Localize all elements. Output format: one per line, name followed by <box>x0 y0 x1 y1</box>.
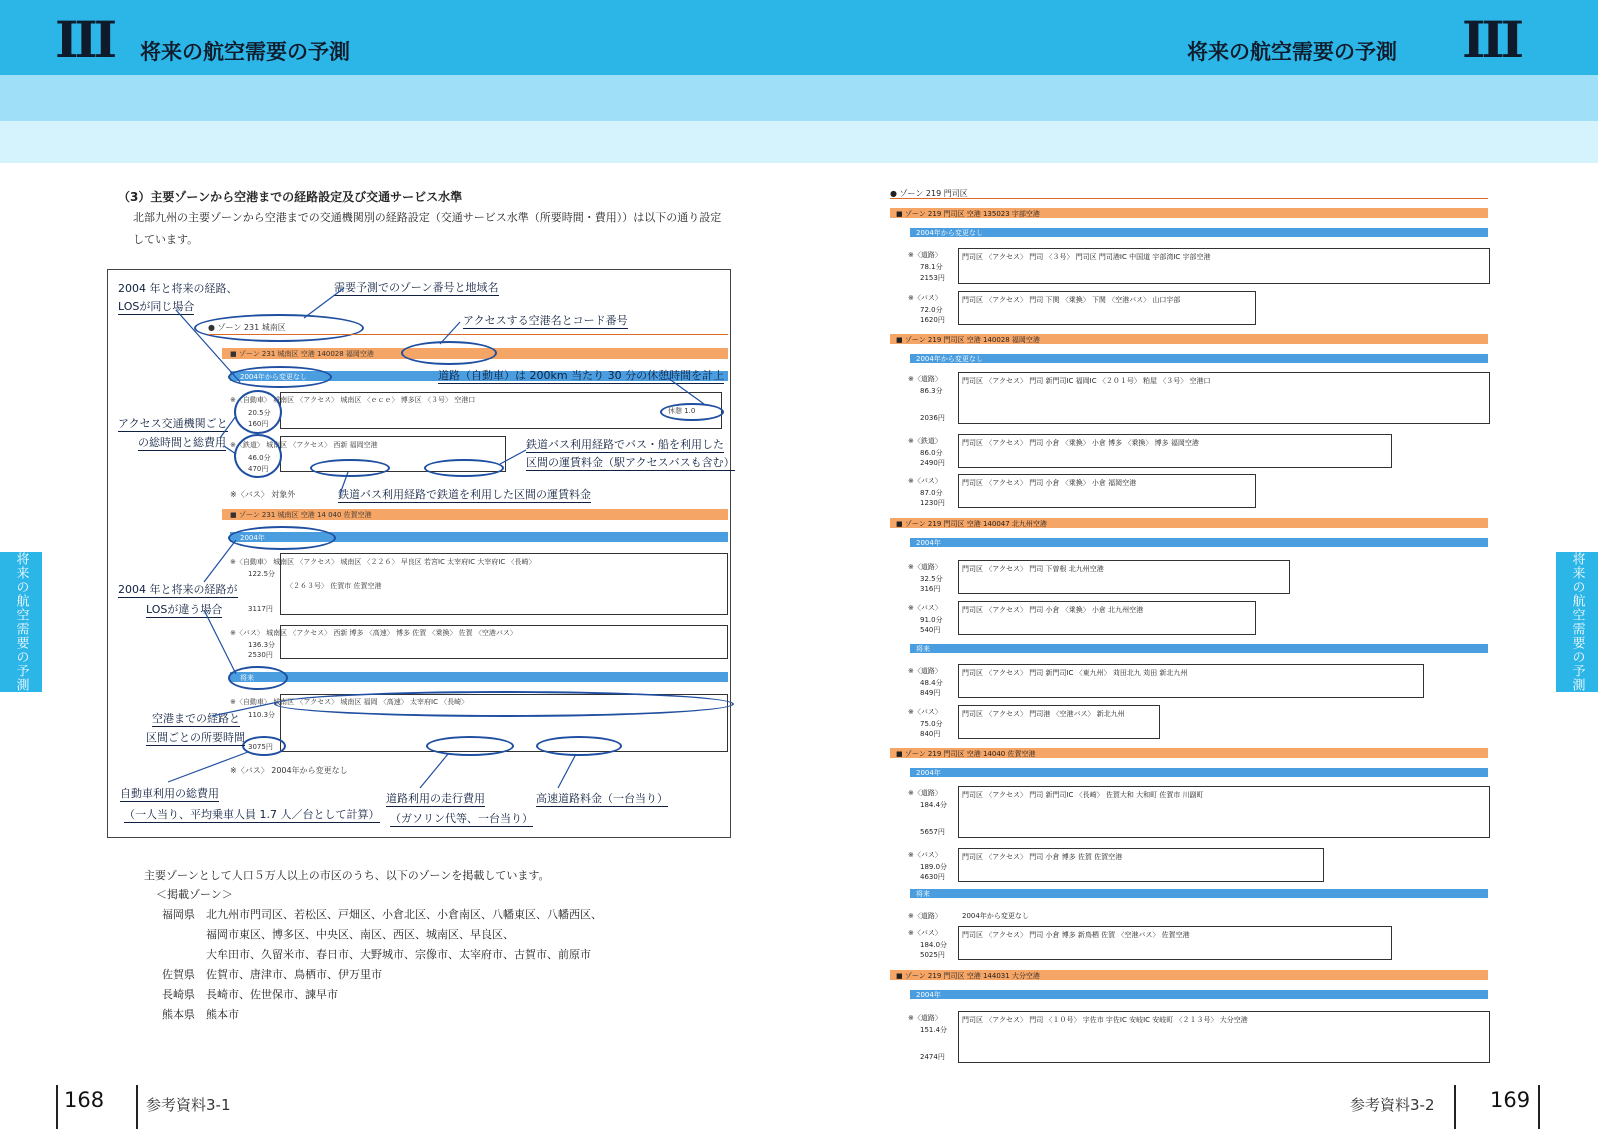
route-time: 32.5分 <box>920 575 943 583</box>
right-page-number: 169 <box>1490 1088 1531 1112</box>
annotation-road-rest: 道路（自動車）は 200km 当たり 30 分の休憩時間を計上 <box>438 369 725 382</box>
chapter-numeral-right: III <box>1462 10 1521 69</box>
route-path: 門司区 〈アクセス〉 門司 新門司IC 〈東九州〉 苅田北九 苅田 新北九州 <box>962 669 1188 677</box>
bus-cost-2: 2530円 <box>248 651 273 659</box>
route-mode: ※〈バス〉 <box>908 851 942 859</box>
zone-bar-text: ■ ゾーン 219 門司区 空港 14040 佐賀空港 <box>896 750 1036 758</box>
route-time: 189.0分 <box>920 863 948 871</box>
route-cost: 316円 <box>920 585 941 593</box>
route-time: 91.0分 <box>920 616 943 624</box>
chapter-title-right: 将来の航空需要の予測 <box>1187 40 1397 64</box>
annotation-total-time-2: の総時間と総費用 <box>138 436 226 449</box>
route-mode: ※〈道路〉 <box>908 912 942 920</box>
car-route-3: ※〈自動車〉 城南区 〈アクセス〉 城南区 福岡 〈高速〉 太宰府IC 〈長崎〉 <box>230 698 469 706</box>
car-time-1: 20.5分 <box>248 409 271 417</box>
header-subband-light <box>0 121 1598 163</box>
period-label: 将来 <box>916 645 930 653</box>
route-cost: 540円 <box>920 626 941 634</box>
route-time: 184.4分 <box>920 801 948 809</box>
zone-bar-text: ■ ゾーン 219 門司区 空港 140047 北九州空港 <box>896 520 1047 528</box>
route-cost: 2474円 <box>920 1053 945 1061</box>
route-mode: ※〈道路〉 <box>908 375 942 383</box>
route-time: 86.3分 <box>920 387 943 395</box>
annotation-rail-bus-2: 区間の運賃料金（駅アクセスバスも含む） <box>526 456 735 469</box>
route-cost: 849円 <box>920 689 941 697</box>
route-cost: 4630円 <box>920 873 945 881</box>
car-cost-1: 160円 <box>248 420 269 428</box>
intro-line-1: 北部九州の主要ゾーンから空港までの交通機関別の経路設定（交通サービス水準（所要時間・費用））は以下の通り設定 <box>133 211 722 224</box>
label-future: 将来 <box>240 674 254 682</box>
annotation-same-los-2: LOSが同じ場合 <box>118 300 195 313</box>
route-time: 86.0分 <box>920 449 943 457</box>
route-path: 門司区 〈アクセス〉 門司 新門司IC 〈長崎〉 佐賀大和 大和町 佐賀市 川副町 <box>962 791 1204 799</box>
route-mode: ※〈鉄道〉 <box>908 437 942 445</box>
annotation-rail-bus-1: 鉄道バス利用経路でバス・船を利用した <box>526 438 724 451</box>
footer-rule <box>1538 1085 1540 1129</box>
route-mode: ※〈道路〉 <box>908 1014 942 1022</box>
route-time: 87.0分 <box>920 489 943 497</box>
top-zone: ● ゾーン 219 門司区 <box>890 189 968 198</box>
pref-name: 福岡県 <box>162 908 195 921</box>
period-bar <box>910 990 1488 999</box>
period-label: 将来 <box>916 890 930 898</box>
label-no-change: 2004年から変更なし <box>240 373 307 381</box>
rail-route-1: ※〈鉄道〉 城南区 〈アクセス〉 西新 福岡空港 <box>230 441 378 449</box>
route-mode: ※〈道路〉 <box>908 563 942 571</box>
car-route-2-sub: 〈２６３号〉 佐賀市 佐賀空港 <box>286 582 382 590</box>
route-time: 48.4分 <box>920 679 943 687</box>
right-reference: 参考資料3-2 <box>1350 1096 1435 1114</box>
route-path: 門司区 〈アクセス〉 門司 〈３号〉 門司区 門司港IC 中国道 宇部湾IC 宇部空港 <box>962 253 1211 261</box>
zone-bar-text: ■ ゾーン 219 門司区 空港 135023 宇部空港 <box>896 210 1040 218</box>
pref-zones: 熊本市 <box>206 1008 239 1021</box>
route-time: 72.0分 <box>920 306 943 314</box>
top-zone-rule <box>890 198 1488 199</box>
car-cost-3: 3075円 <box>248 743 273 751</box>
header-subband <box>0 75 1598 121</box>
route-mode: ※〈バス〉 <box>908 477 942 485</box>
route-note: 2004年から変更なし <box>962 912 1029 920</box>
route-cost: 2036円 <box>920 414 945 422</box>
period-label: 2004年 <box>916 769 941 777</box>
car-cost-2: 3117円 <box>248 605 273 613</box>
annotation-zone-number: 需要予測でのゾーン番号と地域名 <box>334 281 499 294</box>
route-path: 門司区 〈アクセス〉 門司 小倉 博多 新鳥栖 佐賀 〈空港バス〉 佐賀空港 <box>962 931 1190 939</box>
annotation-diff-los-1: 2004 年と将来の経路が <box>118 583 238 596</box>
pref-name: 熊本県 <box>162 1008 195 1021</box>
annotation-arrows <box>108 270 730 837</box>
footer-rule <box>136 1085 138 1129</box>
route-path: 門司区 〈アクセス〉 門司 小倉 博多 佐賀 佐賀空港 <box>962 853 1123 861</box>
route-mode: ※〈道路〉 <box>908 667 942 675</box>
route-mode: ※〈道路〉 <box>908 251 942 259</box>
route-mode: ※〈バス〉 <box>908 294 942 302</box>
pref-name: 長崎県 <box>162 988 195 1001</box>
zone-bar-text: ■ ゾーン 219 門司区 空港 144031 大分空港 <box>896 972 1040 980</box>
footer-rule <box>56 1085 58 1129</box>
car-time-2: 122.5分 <box>248 570 276 578</box>
left-page-number: 168 <box>64 1088 105 1112</box>
bus-route-3: ※〈バス〉 2004年から変更なし <box>230 766 348 775</box>
pref-zones: 佐賀市、唐津市、鳥栖市、伊万里市 <box>206 968 382 981</box>
zone-bar-fukuoka-text: ■ ゾーン 231 城南区 空港 140028 福岡空港 <box>230 350 374 358</box>
annotation-road-cost-1: 道路利用の走行費用 <box>386 792 485 805</box>
route-cost: 5025円 <box>920 951 945 959</box>
intro-line-2: しています。 <box>133 233 199 246</box>
section-heading: （3）主要ゾーンから空港までの経路設定及び交通サービス水準 <box>118 190 463 204</box>
rest-value: 休憩 1.0 <box>668 407 696 415</box>
period-bar <box>910 538 1488 547</box>
period-bar <box>910 889 1488 898</box>
chapter-title-left: 将来の航空需要の予測 <box>140 40 350 64</box>
period-bar <box>910 644 1488 653</box>
route-time: 184.0分 <box>920 941 948 949</box>
route-time: 75.0分 <box>920 720 943 728</box>
route-path: 門司区 〈アクセス〉 門司 小倉 〈乗換〉 小倉 北九州空港 <box>962 606 1144 614</box>
footer-rule <box>1454 1085 1456 1129</box>
period-label: 2004年から変更なし <box>916 229 983 237</box>
annotation-car-cost-2: （一人当り、平均乗車人員 1.7 人／台として計算） <box>124 808 380 821</box>
annotation-total-time-1: アクセス交通機関ごと <box>118 417 228 430</box>
side-tab-left: 将来の航空需要の予測 <box>0 552 42 692</box>
annotation-airport-code: アクセスする空港名とコード番号 <box>463 314 628 327</box>
route-path: 門司区 〈アクセス〉 門司 小倉 〈乗換〉 小倉 福岡空港 <box>962 479 1137 487</box>
period-label: 2004年 <box>916 991 941 999</box>
route-cost: 2153円 <box>920 274 945 282</box>
route-path: 門司区 〈アクセス〉 門司 下関 〈乗換〉 下関 〈空港バス〉 山口宇部 <box>962 296 1181 304</box>
bus-route-1: ※〈バス〉 対象外 <box>230 490 296 499</box>
bus-route-2: ※〈バス〉 城南区 〈アクセス〉 西新 博多 〈高速〉 博多 佐賀 〈乗換〉 佐賀 〈空港バス〉 <box>230 629 517 637</box>
pref-zones: 長崎市、佐世保市、諫早市 <box>206 988 338 1001</box>
route-cost: 5657円 <box>920 828 945 836</box>
zone-row: ● ゾーン 231 城南区 <box>208 323 286 332</box>
route-setting-diagram <box>107 269 735 838</box>
route-path: 門司区 〈アクセス〉 門司 下曽根 北九州空港 <box>962 565 1104 573</box>
annotation-car-cost-1: 自動車利用の総費用 <box>120 787 219 800</box>
route-mode: ※〈道路〉 <box>908 789 942 797</box>
rail-cost-1: 470円 <box>248 465 269 473</box>
route-path: 門司区 〈アクセス〉 門司 小倉 〈乗換〉 小倉 博多 〈乗換〉 博多 福岡空港 <box>962 439 1199 447</box>
zones-intro: 主要ゾーンとして人口５万人以上の市区のうち、以下のゾーンを掲載しています。 <box>144 869 550 882</box>
route-time: 78.1分 <box>920 263 943 271</box>
chapter-numeral-left: III <box>55 10 114 69</box>
route-cost: 2490円 <box>920 459 945 467</box>
car-route-2: ※〈自動車〉 城南区 〈アクセス〉 城南区 〈２２６〉 早良区 若宮IC 太宰府IC 大宰府IC 〈長崎〉 <box>230 558 536 566</box>
route-cost: 840円 <box>920 730 941 738</box>
period-label: 2004年 <box>916 539 941 547</box>
route-path: 門司区 〈アクセス〉 門司港 〈空港バス〉 新北九州 <box>962 710 1125 718</box>
side-tab-right: 将来の航空需要の予測 <box>1556 552 1598 692</box>
pref-zones: 大牟田市、久留米市、春日市、大野城市、宗像市、太宰府市、古賀市、前原市 <box>206 948 591 961</box>
annotation-same-los-1: 2004 年と将来の経路、 <box>118 282 238 295</box>
zone-bar-text: ■ ゾーン 219 門司区 空港 140028 福岡空港 <box>896 336 1040 344</box>
annotation-diff-los-2: LOSが違う場合 <box>146 603 223 616</box>
annotation-route-time-2: 区間ごとの所要時間 <box>146 731 245 744</box>
period-bar <box>910 768 1488 777</box>
left-reference: 参考資料3-1 <box>146 1096 231 1114</box>
route-path: 門司区 〈アクセス〉 門司 新門司IC 福岡IC 〈２０１号〉 粕屋 〈３号〉 空港口 <box>962 377 1211 385</box>
annotation-toll: 高速道路料金（一台当り） <box>536 792 668 805</box>
label-2004: 2004年 <box>240 534 265 542</box>
zones-heading: ＜掲載ゾーン＞ <box>156 888 233 901</box>
route-time: 151.4分 <box>920 1026 948 1034</box>
route-mode: ※〈バス〉 <box>908 708 942 716</box>
pref-zones: 福岡市東区、博多区、中央区、南区、西区、城南区、早良区、 <box>206 928 514 941</box>
period-label: 2004年から変更なし <box>916 355 983 363</box>
annotation-route-time-1: 空港までの経路と <box>152 712 240 725</box>
zone-bar-saga-text: ■ ゾーン 231 城南区 空港 14 040 佐賀空港 <box>230 511 372 519</box>
annotation-road-cost-2: （ガソリン代等、一台当り） <box>390 812 533 825</box>
pref-name: 佐賀県 <box>162 968 195 981</box>
route-mode: ※〈バス〉 <box>908 604 942 612</box>
car-route-1: ※〈自動車〉 城南区 〈アクセス〉 城南区 〈ｅｃｅ〉 博多区 〈３号〉 空港口 <box>230 396 476 404</box>
period-bar <box>910 228 1488 237</box>
period-bar <box>910 354 1488 363</box>
route-cost: 1620円 <box>920 316 945 324</box>
rail-time-1: 46.0分 <box>248 454 271 462</box>
bus-time-2: 136.3分 <box>248 641 276 649</box>
car-time-3: 110.3分 <box>248 711 276 719</box>
route-cost: 1230円 <box>920 499 945 507</box>
annotation-rail-fare: 鉄道バス利用経路で鉄道を利用した区間の運賃料金 <box>338 488 591 501</box>
route-mode: ※〈バス〉 <box>908 929 942 937</box>
pref-zones: 北九州市門司区、若松区、戸畑区、小倉北区、小倉南区、八幡東区、八幡西区、 <box>206 908 602 921</box>
route-path: 門司区 〈アクセス〉 門司 〈１０号〉 宇佐市 宇佐IC 安岐IC 安岐町 〈２１３号〉 大分空港 <box>962 1016 1248 1024</box>
